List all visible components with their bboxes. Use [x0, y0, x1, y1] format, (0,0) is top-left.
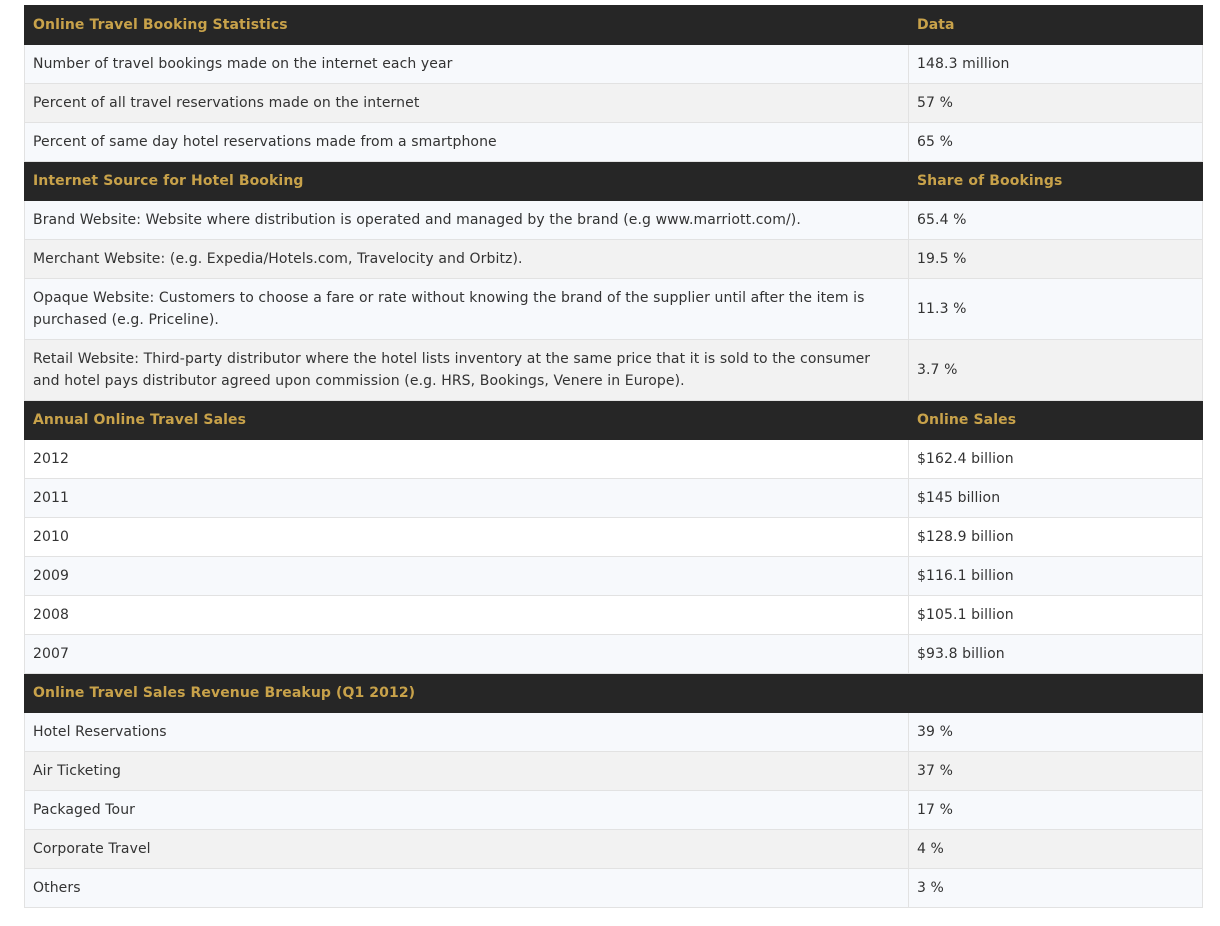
row-value: 3.7 % — [909, 340, 1203, 401]
table-row — [25, 201, 1203, 240]
row-value: 19.5 % — [909, 240, 1203, 279]
row-value: 39 % — [909, 713, 1203, 752]
stats-table-container — [24, 5, 1202, 908]
table-row — [25, 596, 1203, 635]
row-value: $162.4 billion — [909, 440, 1203, 479]
row-value: $93.8 billion — [909, 635, 1203, 674]
row-label: Air Ticketing — [25, 752, 909, 791]
section-header-label: Annual Online Travel Sales — [25, 401, 909, 440]
section-header-row — [25, 6, 1203, 45]
row-value: 17 % — [909, 791, 1203, 830]
table-row — [25, 791, 1203, 830]
row-value: 65 % — [909, 123, 1203, 162]
travel-stats-table — [24, 5, 1203, 908]
row-label: 2011 — [25, 479, 909, 518]
section-header-value — [909, 674, 1203, 713]
row-label: Hotel Reservations — [25, 713, 909, 752]
table-row — [25, 635, 1203, 674]
section-header-value: Data — [909, 6, 1203, 45]
row-label: 2007 — [25, 635, 909, 674]
row-label: Opaque Website: Customers to choose a fare or rate without knowing the brand of the supplier until after the item is purchased (e.g. Priceline). — [25, 279, 909, 340]
section-header-row — [25, 162, 1203, 201]
section-header-value: Online Sales — [909, 401, 1203, 440]
table-row — [25, 518, 1203, 557]
row-label: Merchant Website: (e.g. Expedia/Hotels.com, Travelocity and Orbitz). — [25, 240, 909, 279]
table-row — [25, 123, 1203, 162]
table-row — [25, 84, 1203, 123]
row-value: 148.3 million — [909, 45, 1203, 84]
row-label: Retail Website: Third-party distributor where the hotel lists inventory at the same price that it is sold to the consumer and hotel pays distributor agreed upon commission (e.g. HRS, Bookings, Venere in Europe). — [25, 340, 909, 401]
row-label: 2009 — [25, 557, 909, 596]
row-label: Number of travel bookings made on the internet each year — [25, 45, 909, 84]
table-row — [25, 830, 1203, 869]
table-row — [25, 557, 1203, 596]
row-label: Corporate Travel — [25, 830, 909, 869]
section-header-label: Internet Source for Hotel Booking — [25, 162, 909, 201]
section-header-row — [25, 674, 1203, 713]
row-value: 57 % — [909, 84, 1203, 123]
row-value: 37 % — [909, 752, 1203, 791]
table-row — [25, 240, 1203, 279]
row-value: $116.1 billion — [909, 557, 1203, 596]
section-header-row — [25, 401, 1203, 440]
row-label: Packaged Tour — [25, 791, 909, 830]
row-label: 2010 — [25, 518, 909, 557]
row-value: $105.1 billion — [909, 596, 1203, 635]
row-label: 2012 — [25, 440, 909, 479]
row-label: Percent of all travel reservations made on the internet — [25, 84, 909, 123]
row-value: 3 % — [909, 869, 1203, 908]
table-row — [25, 45, 1203, 84]
row-value: 65.4 % — [909, 201, 1203, 240]
section-header-value: Share of Bookings — [909, 162, 1203, 201]
row-value: $128.9 billion — [909, 518, 1203, 557]
table-row — [25, 869, 1203, 908]
table-row — [25, 752, 1203, 791]
table-row — [25, 279, 1203, 340]
table-row — [25, 440, 1203, 479]
section-header-label: Online Travel Booking Statistics — [25, 6, 909, 45]
row-value: 4 % — [909, 830, 1203, 869]
table-row — [25, 713, 1203, 752]
row-value: 11.3 % — [909, 279, 1203, 340]
table-row — [25, 479, 1203, 518]
row-label: Brand Website: Website where distribution is operated and managed by the brand (e.g www.marriott.com/). — [25, 201, 909, 240]
table-row — [25, 340, 1203, 401]
row-label: Others — [25, 869, 909, 908]
section-header-label: Online Travel Sales Revenue Breakup (Q1 2012) — [25, 674, 909, 713]
row-label: 2008 — [25, 596, 909, 635]
row-value: $145 billion — [909, 479, 1203, 518]
row-label: Percent of same day hotel reservations made from a smartphone — [25, 123, 909, 162]
